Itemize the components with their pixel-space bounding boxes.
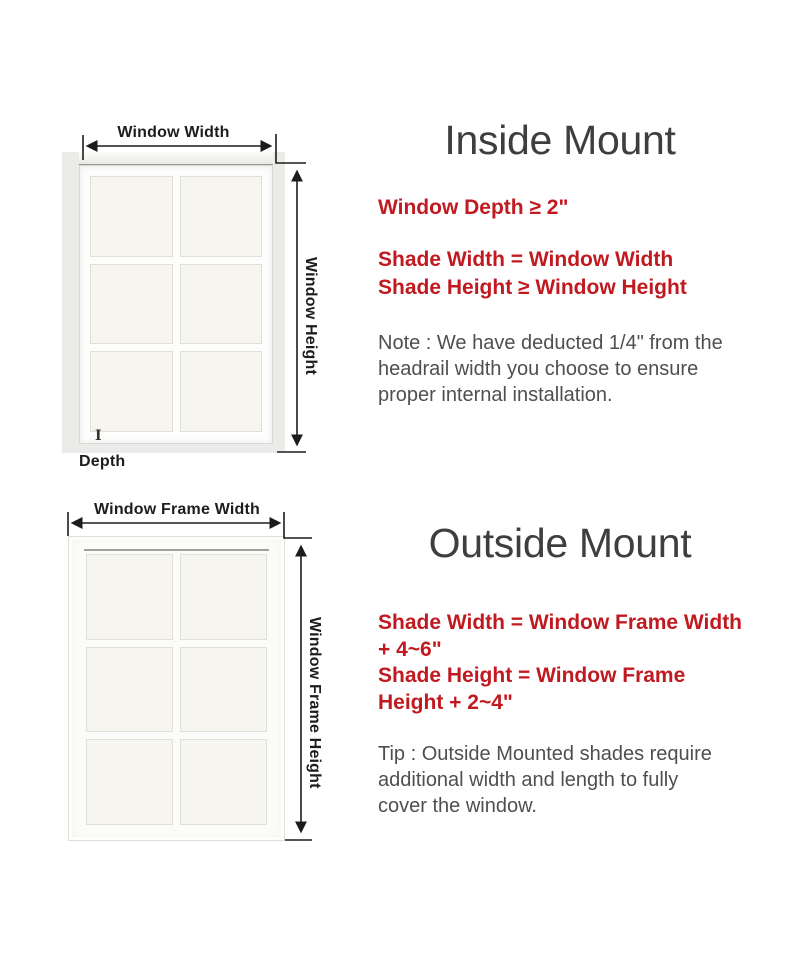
window-pane <box>180 647 267 733</box>
outside-mount-window <box>68 536 285 841</box>
outside-height-rule-line: Height + 2~4" <box>378 690 513 714</box>
inside-size-rules <box>378 246 687 302</box>
inside-width-rule: Shade Width = Window Width <box>378 248 674 271</box>
shade-headrail <box>79 152 273 166</box>
outside-height-rule-line: Shade Height = Window Frame <box>378 664 686 687</box>
window-pane <box>90 176 173 257</box>
tip-line: Tip : Outside Mounted shades require <box>378 743 712 765</box>
window-pane <box>86 554 173 640</box>
frame-width-label: Window Frame Width <box>94 501 260 518</box>
inside-mount-window <box>62 152 285 453</box>
window-pane <box>180 739 267 825</box>
window-pane <box>180 351 263 432</box>
inside-height-rule: Shade Height ≥ Window Height <box>378 276 687 299</box>
window-width-label: Window Width <box>117 124 230 141</box>
window-pane <box>90 264 173 345</box>
depth-marker-icon: I <box>95 428 102 444</box>
outside-width-rule-line: + 4~6" <box>378 637 442 661</box>
inside-mount-title: Inside Mount <box>444 117 676 163</box>
window-pane <box>180 176 263 257</box>
frame-height-label: Window Frame Height <box>306 617 323 789</box>
outside-width-rule-line: Shade Width = Window Frame Width <box>378 611 743 634</box>
inside-depth-rule: Window Depth ≥ 2" <box>378 196 569 219</box>
outside-tip <box>378 741 766 819</box>
depth-label: Depth <box>79 453 126 470</box>
outside-mount-title: Outside Mount <box>428 520 692 566</box>
note-line: Note : We have deducted 1/4" from the <box>378 332 723 354</box>
tip-line: additional width and length to fully <box>378 769 679 791</box>
window-glass-grid <box>86 554 267 825</box>
note-line: proper internal installation. <box>378 384 613 406</box>
window-pane <box>90 351 173 432</box>
window-pane <box>180 554 267 640</box>
inside-note <box>378 330 766 408</box>
window-height-label: Window Height <box>302 257 319 375</box>
frame-top-shadow <box>84 549 269 551</box>
window-pane <box>180 264 263 345</box>
tip-line: cover the window. <box>378 795 537 817</box>
note-line: headrail width you choose to ensure <box>378 358 699 380</box>
window-frame <box>79 165 273 444</box>
window-pane <box>86 647 173 733</box>
outside-size-rules <box>378 610 742 716</box>
window-glass-grid <box>90 176 262 432</box>
window-pane <box>86 739 173 825</box>
